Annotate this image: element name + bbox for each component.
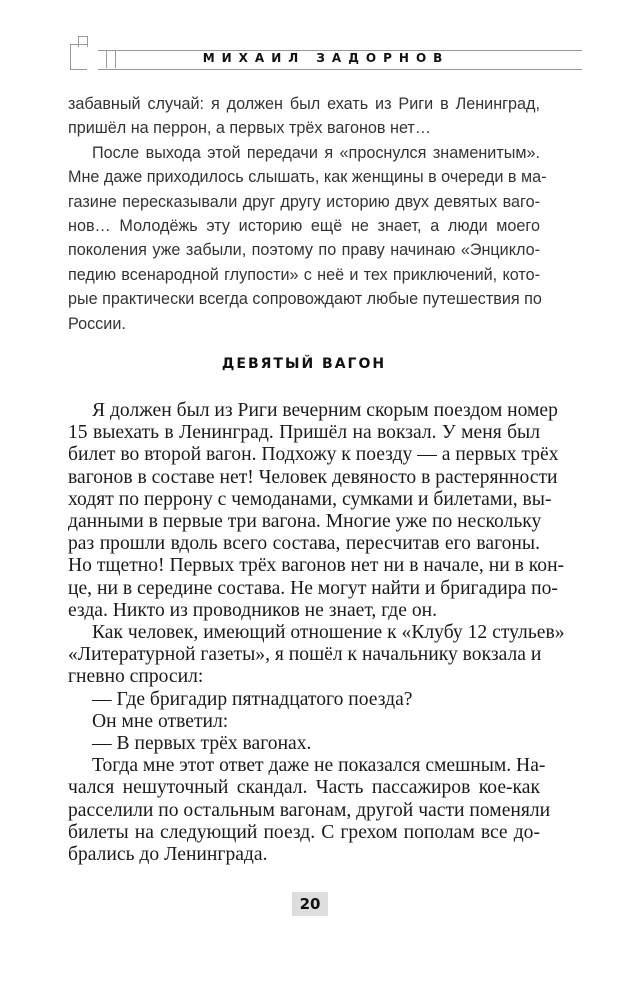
text-line: данными в первые три вагона. Многие уже по нескольку: [68, 511, 542, 533]
page-number: 20: [292, 892, 328, 916]
text-line: нов… Молодёжь эту историю ещё не знает, а люди моего: [68, 217, 540, 236]
text-line: Но тщетно! Первых трёх вагонов нет ни в начале, ни в кон-: [68, 555, 565, 577]
text-line: газине пересказывали друг другу историю двух девятых ваго-: [68, 192, 540, 211]
text-line: езда. Никто из проводников не знает, где он.: [68, 599, 438, 621]
text-line: Тогда мне этот ответ даже не показался смешным. На-: [92, 755, 546, 777]
text-line: Я должен был из Риги вечерним скорым поездом номер: [92, 400, 558, 421]
text-line: раз прошли вдоль всего состава, пересчитав его вагоны.: [68, 533, 540, 555]
section-title: ДЕВЯТЫЙ ВАГОН: [221, 356, 387, 372]
text-line: вагонов в составе нет! Человек девяносто в растерянности: [68, 466, 558, 488]
text-line: — Где бригадир пятнадцатого поезда?: [92, 688, 413, 710]
running-header: [70, 36, 582, 66]
text-line: педию всенародной глупости» с неё и тех приключений, кото-: [68, 265, 540, 284]
text-line: чался нешуточный скандал. Часть пассажиров кое-как: [68, 777, 540, 799]
intro-text: [68, 92, 547, 336]
text-line: поколения уже забыли, поэтому по праву начинаю «Энцикло-: [68, 241, 540, 260]
text-line: расселили по остальным вагонам, другой части поменяли: [68, 799, 551, 821]
header-ornament-top: [78, 36, 88, 47]
text-line: забавный случай: я должен был ехать из Риги в Ленинград,: [68, 95, 540, 113]
story-text: [68, 400, 565, 866]
text-line: Мне даже приходилось слышать, как женщины в очереди в ма-: [68, 168, 547, 187]
text-line: рые практически всегда сопровождают любые путешествия по: [68, 290, 542, 309]
text-line: брались до Ленинграда.: [68, 844, 268, 866]
author-name: МИХАИЛ ЗАДОРНОВ: [202, 51, 450, 65]
text-line: — В первых трёх вагонах.: [92, 733, 312, 755]
text-line: Как человек, имеющий отношение к «Клубу 12 стульев»: [92, 622, 565, 644]
text-line: гневно спросил:: [68, 666, 204, 688]
text-line: После выхода этой передачи я «проснулся знаменитым».: [92, 143, 540, 162]
text-line: билеты на следующий поезд. С грехом пополам все до-: [68, 821, 540, 843]
text-line: России.: [68, 314, 126, 333]
text-line: пришёл на перрон, а первых трёх вагонов нет…: [68, 119, 432, 138]
text-line: «Литературной газеты», я пошёл к начальнику вокзала и: [68, 644, 542, 666]
text-line: Он мне ответил:: [92, 710, 229, 732]
text-line: билет во второй вагон. Подхожу к поезду — а первых трёх: [68, 444, 559, 466]
text-line: ходят по перрону с чемоданами, сумками и билетами, вы-: [68, 488, 552, 510]
text-line: 15 выехать в Ленинград. Пришёл на вокзал. У меня был: [68, 422, 540, 444]
text-line: це, ни в середине состава. Не могут найти и бригадира по-: [68, 577, 558, 599]
